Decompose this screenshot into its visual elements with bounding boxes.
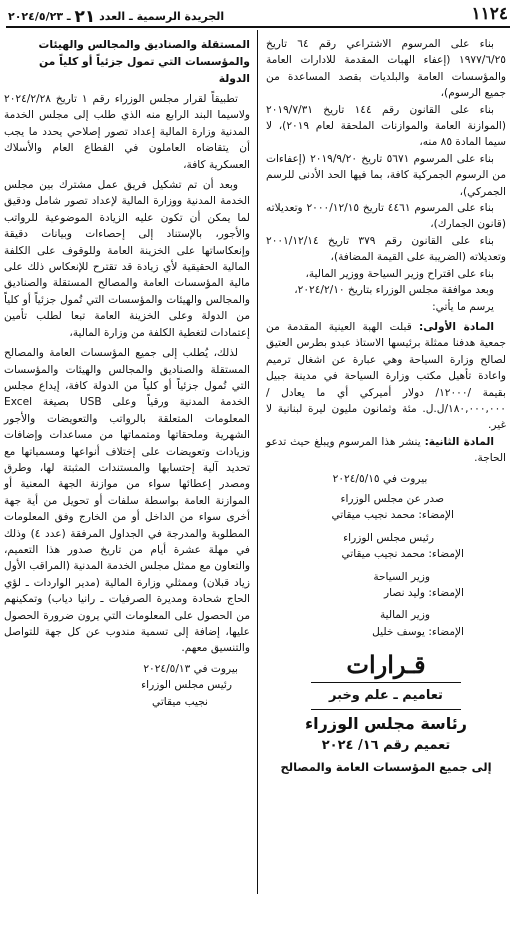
header-rule [6, 26, 510, 28]
decisions-subtitle: تعاميم ـ علم وخبر [329, 688, 443, 704]
right-column [266, 36, 506, 779]
page-header [6, 4, 510, 26]
decisions-rule [311, 682, 461, 683]
preamble-paragraph: يرسم ما يأتي: [432, 300, 494, 313]
signature-title: وزير المالية [379, 609, 430, 622]
place-date: بيروت في ٢٠٢٤/٥/١٣ [143, 662, 238, 675]
signature-title: صدر عن مجلس الوزراء [340, 492, 444, 505]
circular-addressee: إلى جميع المؤسسات العامة والمصالح [280, 760, 492, 775]
decisions-authority: رئاسة مجلس الوزراء [305, 714, 467, 734]
page-number: ١١٢٤ [471, 4, 508, 24]
left-column [4, 36, 250, 710]
signer-title: رئيس مجلس الوزراء [141, 679, 232, 692]
circular-number: تعميم رقم ١٦/ ٢٠٢٤ [321, 738, 451, 754]
article-two-label: المادة الثانية: [424, 435, 494, 448]
decisions-title: قـرارات [346, 650, 426, 680]
article-one-label: المادة الأولى: [419, 320, 494, 333]
article-two-text: ينشر هذا المرسوم ويبلغ حيث تدعو الحاجة. [266, 435, 506, 465]
signature-title: وزير السياحة [373, 570, 430, 583]
preamble-paragraph: بناء على المرسوم الاشتراعي رقم ٦٤ تاريخ ١٩٧٧/٦/٢٥ (إعفاء الهبات المقدمة للادارات العامة والمؤسسات العامة والبلديات بقصد المساعدة من جميع الرسوم)، [266, 38, 506, 100]
signature-line: الإمضاء: محمد نجيب ميقاتي [341, 548, 464, 561]
preamble-paragraph: بناء على اقتراح وزير السياحة ووزير المالية، [305, 267, 494, 280]
article-one [266, 319, 506, 434]
article-two [266, 434, 506, 467]
preamble-paragraph: وبعد موافقة مجلس الوزراء بتاريخ ٢٠٢٤/٢/١٠، [294, 284, 494, 297]
signature-line: الإمضاء: يوسف خليل [372, 625, 464, 638]
signature-line: الإمضاء: وليد نصار [384, 587, 464, 599]
preamble-paragraph: بناء على المرسوم ٥٦٧١ تاريخ ٢٠١٩/٩/٢٠ (إعفاءات من الرسوم الجمركية كافة، بما فيها الحد الأدنى للرسم الجمركي)، [266, 152, 506, 198]
column-divider [257, 30, 258, 894]
circular-title-line: والمؤسسات التي تمول جزئياً أو كلياً من الدولة [38, 55, 250, 85]
place-date: بيروت في ٢٠٢٤/٥/١٥ [332, 472, 428, 485]
signer-name: نجيب ميقاتي [152, 695, 208, 708]
decisions-rule [311, 709, 461, 710]
signature-title: رئيس مجلس الوزراء [343, 531, 434, 544]
preamble-paragraph: بناء على المرسوم ٤٤٦١ تاريخ ٢٠٠٠/١٢/١٥ وتعديلاته (قانون الجمارك)، [266, 202, 506, 231]
circular-title-line: المستقلة والصناديق والمجالس والهيئات [38, 38, 250, 51]
issue-date: ـ ٢٠٢٤/٥/٢٣ [8, 10, 71, 23]
gazette-issue-line [8, 7, 224, 27]
preamble-paragraph: بناء على القانون رقم ١٤٤ تاريخ ٢٠١٩/٧/٣١ (الموازنة العامة والموازنات الملحقة لعام ٢٠١٩)، لا سيما المادة ٨٥ منه، [266, 103, 506, 149]
body-paragraph: وبعد أن تم تشكيل فريق عمل مشترك بين مجلس الخدمة المدنية ووزارة المالية لإعداد تصور شامل ودقيق لما يمكن أن تكون عليه الزيادة الموضوعية للرواتب والأجور، بالإستناد إلى إحصاءات وبيانات دقيقة وإنعكاساتها على الخزينة العامة وللوقوف على الكلفة المالية الحقيقية لأي زيادة قد تقترح للإنعكاس ذلك على مالية المؤسسات العامة والمصالح المستقلة والصناديق والمجالس والهيئات والمؤسسات التي تُمول جزئياً أو كلياً من الدولة وعلى الخزينة العامة تبعا لطلب تأمين إعتمادات لتغطية الكلفة من وزارة المالية، [4, 179, 250, 339]
article-one-text: قبلت الهبة العينية المقدمة من جمعية هدفنا ممثلة برئيسها الاستاذ عبدو بطرس العتيق لصالح وزارة السياحة وهي عبارة عن اشغال ترميم واعادة تأهيل مكتب وزارة السياحة في مدينة جبيل بقيمة /١٢٠٠٠/ دولار أميركي أي ما يعادل /١٨٠,٠٠٠,٠٠٠/ل.ل. مئة وثمانون مليون ليرة لبنانية لا غير. [266, 320, 506, 432]
issue-number: ٢١ [74, 7, 96, 27]
preamble-paragraph: بناء على القانون رقم ٣٧٩ تاريخ ٢٠٠١/١٢/١٤ وتعديلاته (الضريبة على القيمة المضافة)، [266, 234, 506, 264]
body-paragraph: لذلك، يُطلب إلى جميع المؤسسات العامة والمصالح المستقلة والصناديق والمجالس والهيئات والمؤسسات التي تُمول جزئياً أو كلياً من الدولة كافة، إيداع مجلس الخدمة المدنية ورقياً وعلى USB بصيغة Excel المعلومات المتعلقة بالرواتب والتعويضات والأجور الشهرية وملحقاتها ومتمماتها من مساعدات وإضافات وزيادات وتعويضات على إختلاف أنواعها ومسمياتها مع تحديد آلية إحتسابها والمستندات المثبتة لها، وطرق ومصدر إعطائها سواء من موازنة الجهة المعنية أو الموازنة العامة بواسطة سلفات أو تحويل من أية جهة أخرى سواء من الداخل أو من الخارج وفق المعلومات المطلوبة والمدرجة في الجداول المرفقة (عدد ٤) وذلك في مهلة عشرة أيام من تاريخ صدور هذا التعميم، والتعاون مع ممثل مجلس الخدمة المدنية (المراقب الأول زياد قبلان) وممثلي وزارة المالية (مدير الواردات ـ لؤي الحاج شحادة ومديرة الصرفيات ـ رانيا دياب) وتمكينهم من الحصول على المعلومات التي يرون ضرورة الحصول عليها، إضافة إلى تسمية مندوب عن كل جهة للتواصل والتنسيق معهم. [4, 347, 250, 655]
body-paragraph: تطبيقاً لقرار مجلس الوزراء رقم ١ تاريخ ٢٠٢٤/٢/٢٨ ولاسيما البند الرابع منه الذي طلب إلى مجلس الخدمة المدنية وزارة المالية إعداد تصور إصلاحي يحدد ما يجب أن يتقاضاه العاملون في القطاع العام والأسلاك العسكرية كافة، [4, 93, 250, 171]
gazette-name: الجريدة الرسمية ـ العدد [99, 10, 225, 23]
signature-line: الإمضاء: محمد نجيب ميقاتي [331, 509, 454, 522]
